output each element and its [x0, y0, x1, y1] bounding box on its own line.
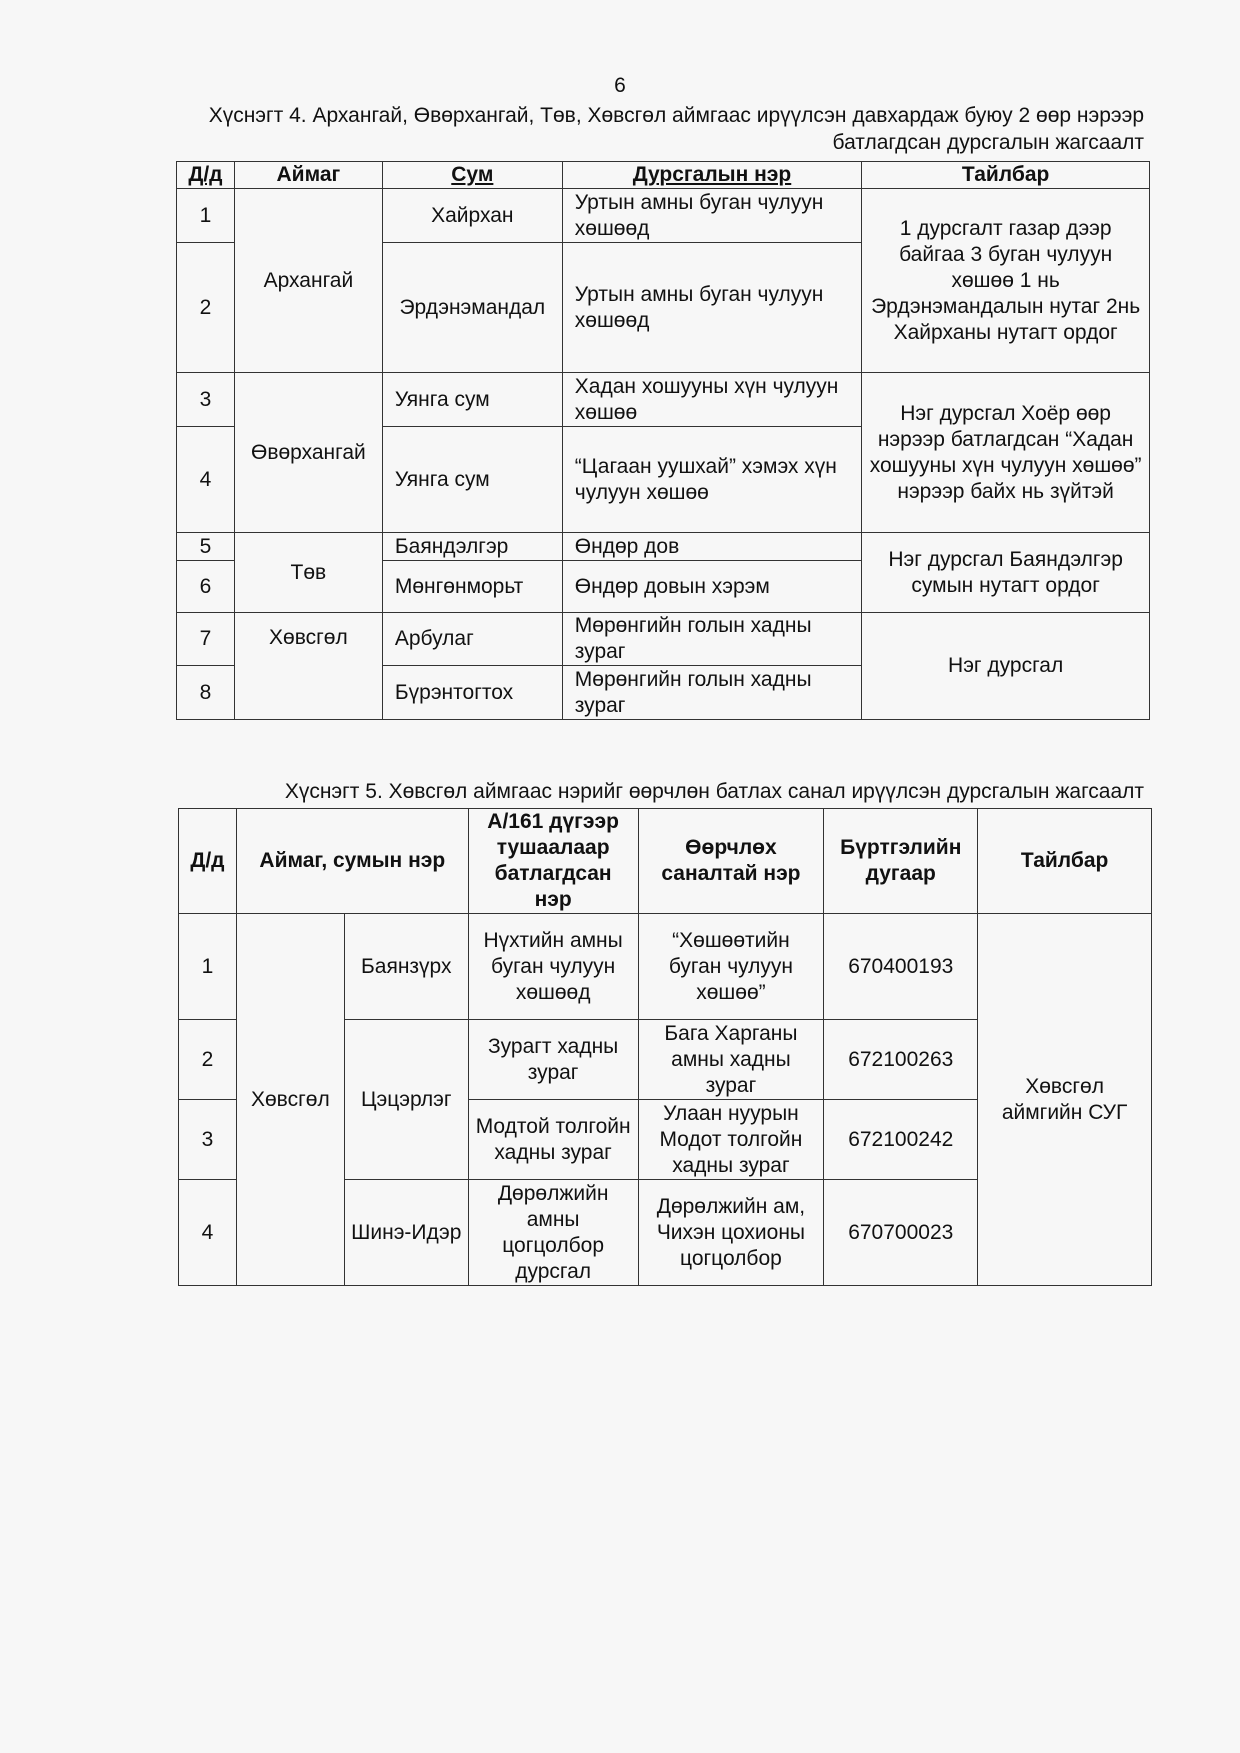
sum-cell: Мөнгөнморьт [382, 561, 562, 613]
aimag-cell: Өвөрхангай [234, 373, 382, 533]
note-cell: Нэг дурсгал Баяндэлгэр сумын нутагт ордог [862, 533, 1150, 613]
table5-header-approved: А/161 дүгээр тушаалаар батлагдсан нэр [468, 809, 638, 914]
page-number: 6 [614, 74, 626, 97]
table5-header-aimag-sum: Аймаг, сумын нэр [236, 809, 468, 914]
row-number: 2 [179, 1020, 237, 1100]
row-number: 1 [179, 914, 237, 1020]
monument-name-cell: Өндөр довын хэрэм [562, 561, 861, 613]
sum-cell: Шинэ-Идэр [344, 1180, 468, 1286]
sum-cell: Баяндэлгэр [382, 533, 562, 561]
table4 [176, 161, 1150, 720]
row-number: 1 [177, 189, 235, 243]
row-number: 7 [177, 613, 235, 666]
table5-header-note: Тайлбар [978, 809, 1152, 914]
row-number: 5 [177, 533, 235, 561]
proposed-name-cell: Улаан нуурын Модот толгойн хадны зураг [638, 1100, 824, 1180]
proposed-name-cell: Бага Харганы амны хадны зураг [638, 1020, 824, 1100]
note-cell: Нэг дурсгал [862, 613, 1150, 720]
table4-header-sum: Сум [382, 162, 562, 189]
monument-name-cell: “Цагаан уушхай” хэмэх хүн чулуун хөшөө [562, 427, 861, 533]
approved-name-cell: Нүхтийн амны буган чулуун хөшөөд [468, 914, 638, 1020]
row-number: 6 [177, 561, 235, 613]
registration-number-cell: 670700023 [824, 1180, 978, 1286]
monument-name-cell: Хадан хошууны хүн чулуун хөшөө [562, 373, 861, 427]
monument-name-cell: Мөрөнгийн голын хадны зураг [562, 666, 861, 720]
row-number: 3 [177, 373, 235, 427]
monument-name-cell: Мөрөнгийн голын хадны зураг [562, 613, 861, 666]
table5-caption: Хүснэгт 5. Хөвсгөл аймгаас нэрийг өөрчлөн батлах санал ирүүлсэн дурсгалын жагсаалт [284, 780, 1144, 803]
table-row [177, 373, 1150, 427]
sum-cell: Хайрхан [382, 189, 562, 243]
table5 [178, 808, 1152, 1286]
proposed-name-cell: Дөрөлжийн ам, Чихэн цохионы цогцолбор [638, 1180, 824, 1286]
approved-name-cell: Зурагт хадны зураг [468, 1020, 638, 1100]
table-row [177, 613, 1150, 666]
table5-header-dd: Д/д [179, 809, 237, 914]
table4-header-dd: Д/д [177, 162, 235, 189]
sum-cell: Бүрэнтогтох [382, 666, 562, 720]
proposed-name-cell: “Хөшөөтийн буган чулуун хөшөө” [638, 914, 824, 1020]
sum-cell: Арбулаг [382, 613, 562, 666]
table4-header-row [177, 162, 1150, 189]
monument-name-cell: Өндөр дов [562, 533, 861, 561]
row-number: 4 [179, 1180, 237, 1286]
registration-number-cell: 670400193 [824, 914, 978, 1020]
table4-header-name: Дурсгалын нэр [562, 162, 861, 189]
note-cell: 1 дурсгалт газар дээр байгаа 3 буган чулуун хөшөө 1 нь Эрдэнэмандалын нутаг 2нь Хайрханы нутагт ордог [862, 189, 1150, 373]
row-number: 3 [179, 1100, 237, 1180]
row-number: 2 [177, 243, 235, 373]
aimag-cell: Хөвсгөл [236, 914, 344, 1286]
note-cell: Нэг дурсгал Хоёр өөр нэрээр батлагдсан “Хадан хошууны хүн чулуун хөшөө” нэрээр байх нь зүйтэй [862, 373, 1150, 533]
approved-name-cell: Дөрөлжийн амны цогцолбор дурсгал [468, 1180, 638, 1286]
registration-number-cell: 672100242 [824, 1100, 978, 1180]
aimag-cell: Хөвсгөл [234, 613, 382, 720]
table-row [177, 189, 1150, 243]
sum-cell: Баянзүрх [344, 914, 468, 1020]
monument-name-cell: Уртын амны буган чулуун хөшөөд [562, 243, 861, 373]
sum-cell: Эрдэнэмандал [382, 243, 562, 373]
table5-header-proposed: Өөрчлөх саналтай нэр [638, 809, 824, 914]
table4-header-aimag: Аймаг [234, 162, 382, 189]
table4-caption: Хүснэгт 4. Архангай, Өвөрхангай, Төв, Хөвсгөл аймгаас ирүүлсэн давхардаж буюу 2 өөр нэрээр батлагдсан дурсгалын жагсаалт [208, 104, 1144, 154]
aimag-cell: Төв [234, 533, 382, 613]
sum-cell: Уянга сум [382, 373, 562, 427]
table4-header-note: Тайлбар [862, 162, 1150, 189]
table-row [179, 914, 1152, 1020]
row-number: 8 [177, 666, 235, 720]
sum-cell: Уянга сум [382, 427, 562, 533]
table5-header-reg: Бүртгэлийн дугаар [824, 809, 978, 914]
approved-name-cell: Модтой толгойн хадны зураг [468, 1100, 638, 1180]
row-number: 4 [177, 427, 235, 533]
note-cell: Хөвсгөл аймгийн СУГ [978, 914, 1152, 1286]
table5-header-row [179, 809, 1152, 914]
monument-name-cell: Уртын амны буган чулуун хөшөөд [562, 189, 861, 243]
sum-cell: Цэцэрлэг [344, 1020, 468, 1180]
aimag-cell: Архангай [234, 189, 382, 373]
registration-number-cell: 672100263 [824, 1020, 978, 1100]
table-row [177, 533, 1150, 561]
